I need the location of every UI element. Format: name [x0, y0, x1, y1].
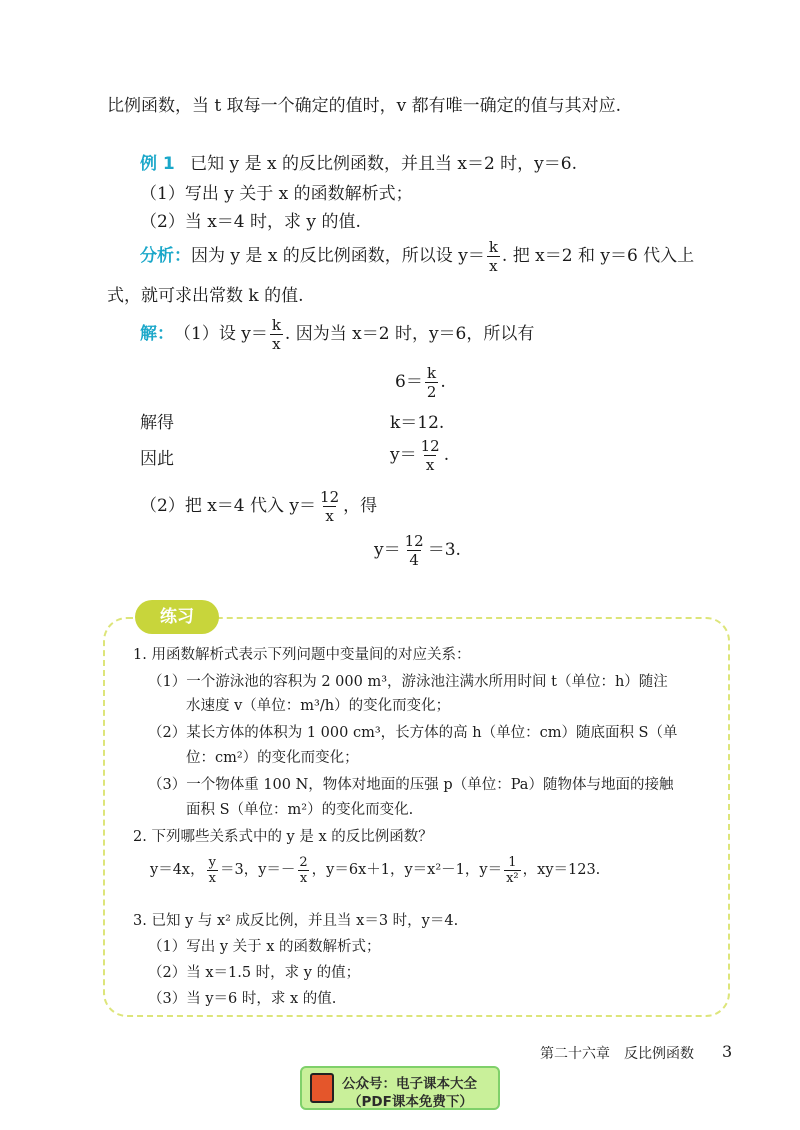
watermark-line-2: （PDF课本免费下）	[348, 1094, 473, 1110]
fraction-12-over-x: $\frac{12}{x}$	[420, 437, 440, 474]
fraction-y-over-x: $\frac{y}{x}$	[208, 855, 216, 886]
fraction-k-over-x-2: $\frac{k}{x}$	[271, 316, 281, 353]
solution-label: 解：	[140, 324, 174, 344]
solution-text-1b: . 因为当 x＝2 时，y＝6，所以有	[284, 324, 535, 344]
exercise-p1-2a: （2）某长方体的体积为 1 000 cm³，长方体的高 h（单位：cm）随底面积 S（单	[148, 725, 678, 741]
solution-line-1	[140, 316, 534, 353]
book-icon	[310, 1073, 334, 1103]
exercise-p1-3a: （3）一个物体重 100 N，物体对地面的压强 p（单位：Pa）随物体与地面的接触	[148, 777, 674, 793]
equation-y-eq-3: y＝ $\frac{12}{4}$ ＝3.	[374, 532, 461, 569]
example-text: 已知 y 是 x 的反比例函数，并且当 x＝2 时，y＝6.	[190, 154, 577, 174]
fraction-k-over-2: $\frac{k}{2}$	[426, 364, 437, 401]
exercise-p2-formulas: y＝4x， $\frac{y}{x}$ ＝3，y＝－ $\frac{2}{x}$ ，y＝6x＋1，y＝x²－1，y＝ $\frac{1}{\text{x²}}$ ，xy＝123.	[150, 855, 601, 886]
fraction-1-over-x2: $\frac{1}{\text{x²}}$	[506, 855, 519, 886]
exercise-p2: 2. 下列哪些关系式中的 y 是 x 的反比例函数？	[133, 829, 433, 845]
exercise-p3: 3. 已知 y 与 x² 成反比例，并且当 x＝3 时，y＝4.	[133, 913, 459, 929]
fraction-12-over-4: $\frac{12}{4}$	[404, 532, 424, 569]
analysis-text-1-end: . 把 x＝2 和 y＝6 代入上	[501, 246, 695, 266]
analysis-label: 分析：	[140, 246, 191, 266]
exercise-p1-2b: 位：cm²）的变化而变化；	[186, 750, 359, 766]
exercise-p3-1: （1）写出 y 关于 x 的函数解析式；	[148, 939, 381, 955]
example-q2: （2）当 x＝4 时，求 y 的值.	[140, 212, 361, 232]
exercise-tab: 练习	[135, 600, 219, 634]
intro-text: 比例函数，当 t 取每一个确定的值时，v 都有唯一确定的值与其对应.	[107, 96, 622, 116]
exercise-p3-3: （3）当 y＝6 时，求 x 的值.	[148, 991, 337, 1007]
analysis-line-1	[140, 238, 694, 275]
exercise-p1-3b: 面积 S（单位：m²）的变化而变化.	[186, 802, 414, 818]
example-q1: （1）写出 y 关于 x 的函数解析式；	[140, 184, 413, 204]
equation-y-eq-12-over-x: y＝ $\frac{12}{x}$ .	[390, 437, 450, 474]
analysis-text-1: 因为 y 是 x 的反比例函数，所以设 y＝	[191, 246, 485, 266]
page-number: 3	[722, 1042, 733, 1061]
watermark-line-1: 公众号：电子课本大全	[342, 1076, 477, 1092]
hence-label: 因此	[140, 449, 174, 469]
exercise-p1-1b: 水速度 v（单位：m³/h）的变化而变化；	[186, 698, 451, 714]
analysis-line-2: 式，就可求出常数 k 的值.	[107, 286, 304, 306]
fraction-12-over-x-2: $\frac{12}{x}$	[320, 488, 340, 525]
exercise-p1: 1. 用函数解析式表示下列问题中变量间的对应关系：	[133, 647, 471, 663]
fraction-2-over-x: $\frac{2}{x}$	[299, 855, 308, 886]
equation-6-eq-k-over-2: 6＝ $\frac{k}{2}$ .	[395, 364, 446, 401]
fraction-k-over-x: $\frac{k}{x}$	[488, 238, 498, 275]
example-label: 例 1	[140, 154, 175, 174]
chapter-title: 第二十六章 反比例函数	[540, 1046, 694, 1062]
solve-label: 解得	[140, 413, 174, 433]
equation-k-eq-12: k＝12.	[390, 413, 445, 433]
solution-text-1a: （1）设 y＝	[174, 324, 268, 344]
watermark-banner	[300, 1066, 500, 1110]
solution-line-2: （2）把 x＝4 代入 y＝ $\frac{12}{x}$ ，得	[140, 488, 378, 525]
example-1	[140, 156, 577, 173]
exercise-p3-2: （2）当 x＝1.5 时，求 y 的值；	[148, 965, 361, 981]
exercise-p1-1a: （1）一个游泳池的容积为 2 000 m³，游泳池注满水所用时间 t（单位：h）随注	[148, 674, 668, 690]
